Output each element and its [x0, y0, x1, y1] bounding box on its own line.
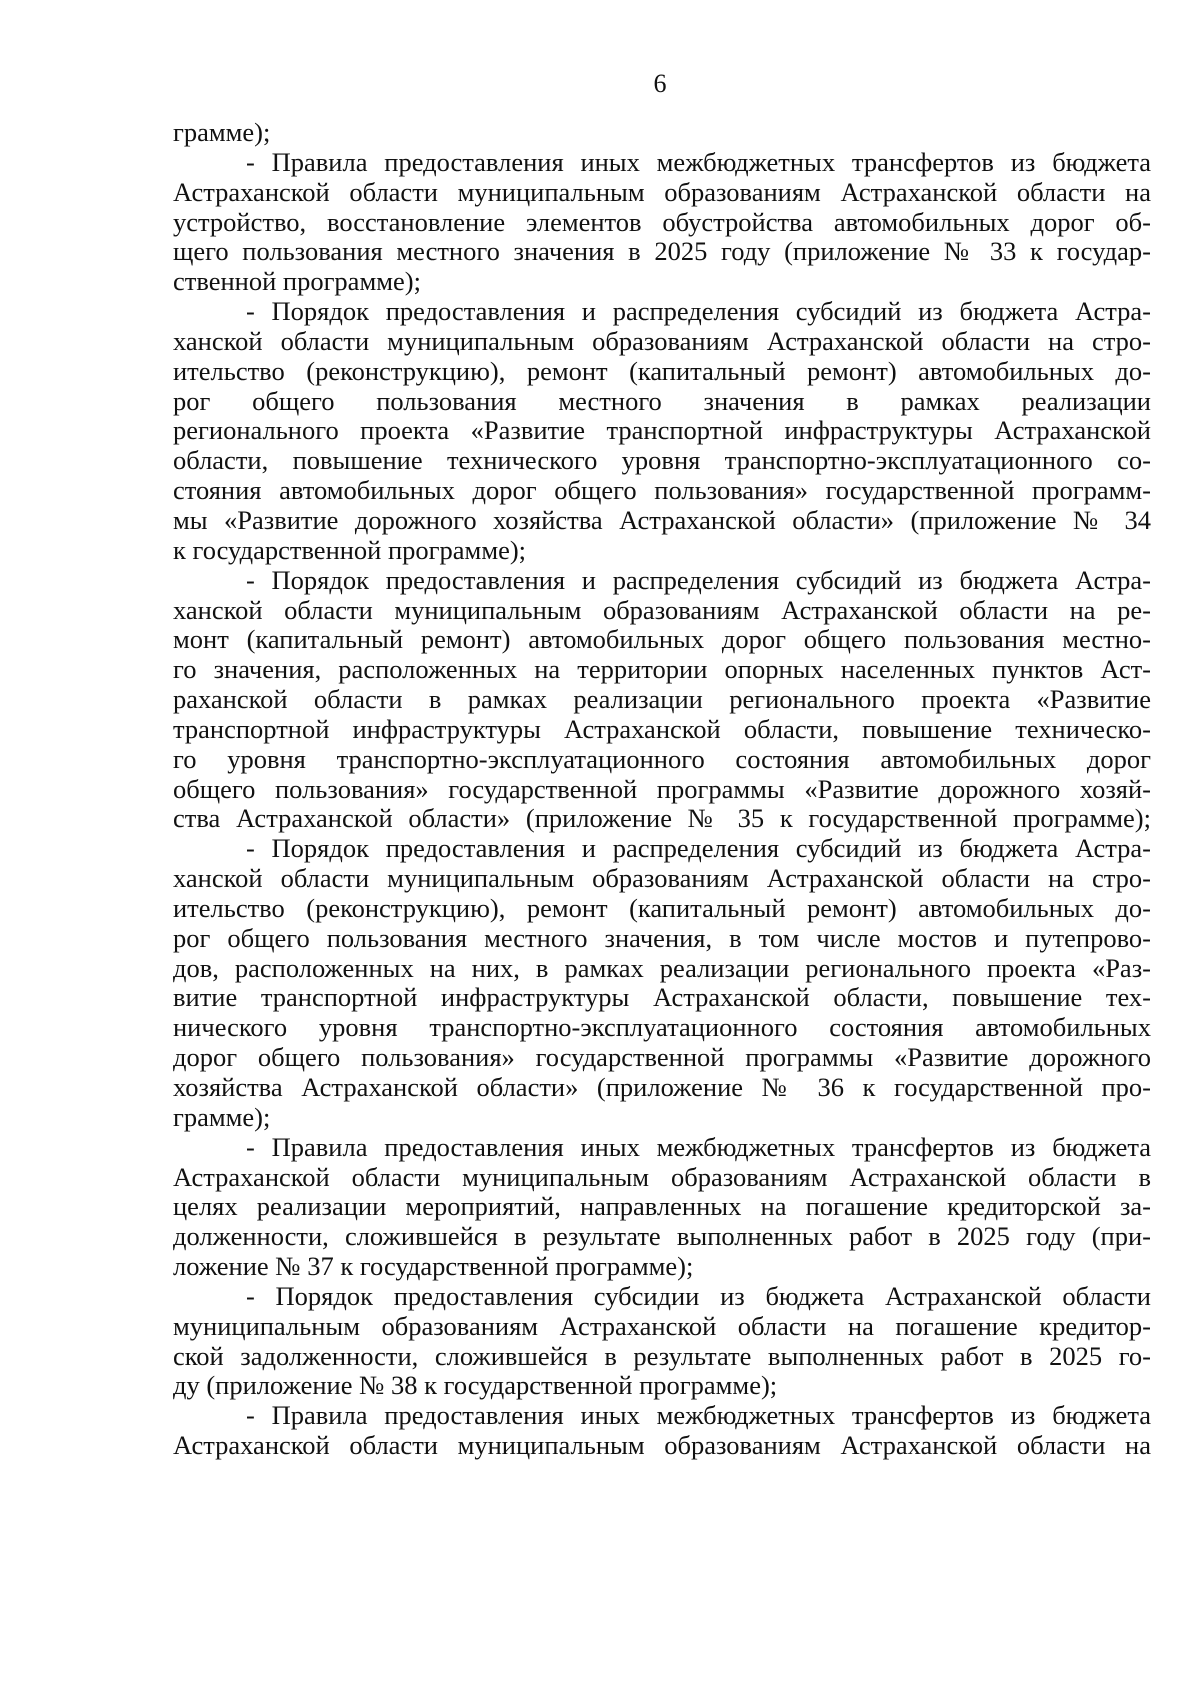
- text-line: го значения, расположенных на территории опорных населенных пунктов Аст-: [173, 654, 1151, 685]
- text-line: нического уровня транспортно-эксплуатационного состояния автомобильных: [173, 1012, 1151, 1043]
- text-line: ханской области муниципальным образованиям Астраханской области на стро-: [173, 325, 1151, 356]
- text-line: грамме);: [173, 1101, 271, 1132]
- text-line: ительство (реконструкцию), ремонт (капитальный ремонт) автомобильных до-: [173, 355, 1151, 386]
- text-line: ительство (реконструкцию), ремонт (капитальный ремонт) автомобильных до-: [173, 892, 1151, 923]
- text-line: ду (приложение № 38 к государственной программе);: [173, 1370, 778, 1401]
- text-line: ханской области муниципальным образованиям Астраханской области на ре-: [173, 594, 1151, 625]
- text-line: Астраханской области муниципальным образованиям Астраханской области на: [173, 1430, 1151, 1461]
- page-number: 6: [653, 69, 667, 98]
- text-line: Астраханской области муниципальным образованиям Астраханской области на: [173, 176, 1151, 207]
- text-line: долженности, сложившейся в результате выполненных работ в 2025 году (при-: [173, 1221, 1151, 1252]
- text-line: хозяйства Астраханской области» (приложение № 36 к государственной про-: [173, 1072, 1151, 1102]
- paragraph-first-line: - Порядок предоставления и распределения субсидий из бюджета Астра-: [246, 296, 1151, 327]
- text-line: грамме);: [173, 117, 271, 147]
- text-line: витие транспортной инфраструктуры Астраханской области, повышение тех-: [173, 982, 1151, 1013]
- text-line: целях реализации мероприятий, направленных на погашение кредиторской за-: [173, 1191, 1151, 1222]
- text-line: ства Астраханской области» (приложение № 35 к государственной программе);: [173, 803, 1151, 834]
- text-line: рог общего пользования местного значения в рамках реализации: [173, 385, 1151, 416]
- text-line: области, повышение технического уровня транспортно-эксплуатационного со-: [173, 445, 1151, 476]
- text-line: ложение № 37 к государственной программе);: [173, 1251, 694, 1282]
- document-body: [173, 118, 1151, 1461]
- text-line: го уровня транспортно-эксплуатационного состояния автомобильных дорог: [173, 743, 1151, 774]
- text-line: регионального проекта «Развитие транспортной инфраструктуры Астраханской: [173, 415, 1151, 446]
- paragraph-first-line: - Правила предоставления иных межбюджетных трансфертов из бюджета: [246, 1131, 1151, 1162]
- text-line: общего пользования» государственной программы «Развитие дорожного хозяй-: [173, 773, 1151, 804]
- text-line: Астраханской области муниципальным образованиям Астраханской области в: [173, 1161, 1151, 1192]
- paragraph-first-line: - Правила предоставления иных межбюджетных трансфертов из бюджета: [246, 1400, 1151, 1431]
- paragraph-first-line: - Порядок предоставления субсидии из бюджета Астраханской области: [246, 1280, 1151, 1311]
- text-line: муниципальным образованиям Астраханской области на погашение кредитор-: [173, 1310, 1151, 1341]
- text-line: устройство, восстановление элементов обустройства автомобильных дорог об-: [173, 206, 1151, 237]
- text-line: к государственной программе);: [173, 534, 527, 565]
- text-line: ственной программе);: [173, 266, 421, 297]
- paragraph-first-line: - Порядок предоставления и распределения субсидий из бюджета Астра-: [246, 564, 1151, 595]
- text-line: дорог общего пользования» государственной программы «Развитие дорожного: [173, 1042, 1151, 1073]
- text-line: щего пользования местного значения в 2025 году (приложение № 33 к государ-: [173, 236, 1151, 267]
- paragraph-first-line: - Порядок предоставления и распределения субсидий из бюджета Астра-: [246, 833, 1151, 864]
- text-line: ханской области муниципальным образованиям Астраханской области на стро-: [173, 863, 1151, 894]
- paragraph-first-line: - Правила предоставления иных межбюджетных трансфертов из бюджета: [246, 146, 1151, 177]
- text-line: рог общего пользования местного значения, в том числе мостов и путепрово-: [173, 922, 1151, 953]
- text-line: дов, расположенных на них, в рамках реализации регионального проекта «Раз-: [173, 952, 1151, 983]
- text-line: раханской области в рамках реализации регионального проекта «Развитие: [173, 684, 1151, 715]
- text-line: мы «Развитие дорожного хозяйства Астраханской области» (приложение № 34: [173, 504, 1151, 535]
- text-line: транспортной инфраструктуры Астраханской области, повышение техническо-: [173, 713, 1151, 744]
- text-line: ской задолженности, сложившейся в результате выполненных работ в 2025 го-: [173, 1340, 1151, 1371]
- text-line: стояния автомобильных дорог общего пользования» государственной программ-: [173, 475, 1151, 506]
- text-line: монт (капитальный ремонт) автомобильных дорог общего пользования местно-: [173, 624, 1151, 655]
